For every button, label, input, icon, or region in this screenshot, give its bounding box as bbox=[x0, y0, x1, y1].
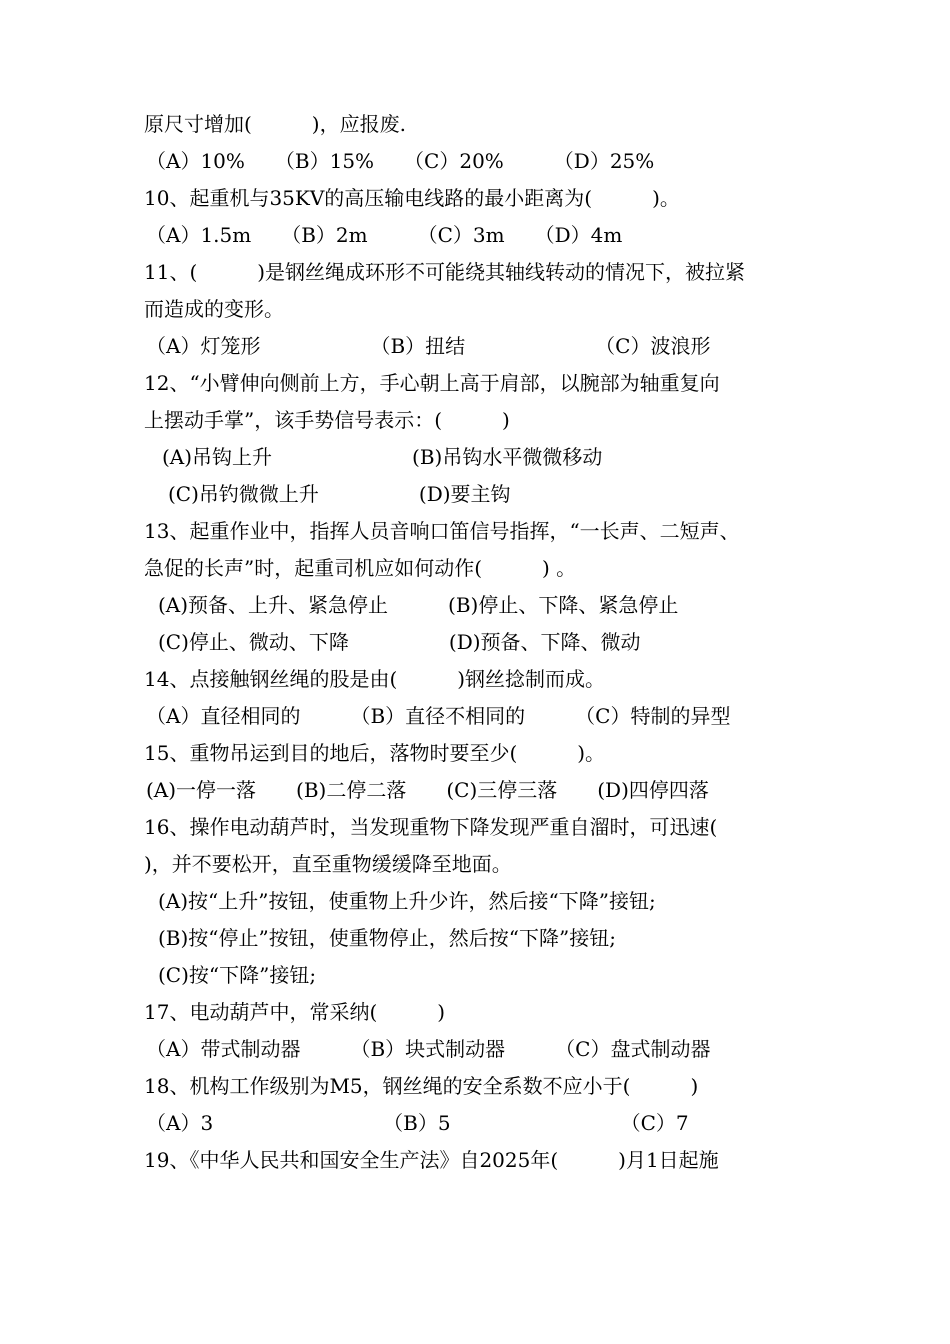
text-line: 急促的长声”时，起重司机应如何动作( ) 。 bbox=[144, 556, 577, 580]
text-line: （A）直径相同的 （B）直径不相同的 （C）特制的异型 bbox=[146, 704, 731, 728]
text-line: （A）3 （B）5 （C）7 bbox=[146, 1111, 689, 1135]
text-line: 11、( )是钢丝绳成环形不可能绕其轴线转动的情况下，被拉紧 bbox=[144, 260, 746, 284]
text-line: (C)停止、微动、下降 (D)预备、下降、微动 bbox=[158, 630, 641, 654]
text-line: 16、操作电动葫芦时，当发现重物下降发现严重自溜时，可迅速( bbox=[144, 815, 718, 839]
text-line: （A）10% （B）15% （C）20% （D）25% bbox=[146, 149, 655, 173]
text-line: 原尺寸增加( )，应报废. bbox=[144, 112, 406, 136]
text-line: 12、“小臂伸向侧前上方，手心朝上高于肩部，以腕部为轴重复向 bbox=[144, 371, 720, 395]
text-line: 18、机构工作级别为M5，钢丝绳的安全系数不应小于( ) bbox=[144, 1074, 699, 1098]
text-line: (B)按“停止”按钮，使重物停止，然后按“下降”接钮; bbox=[158, 926, 616, 950]
text-line: 19、《中华人民共和国安全生产法》自2025年( )月1日起施 bbox=[144, 1148, 719, 1172]
text-line: 上摆动手掌”，该手势信号表示：( ) bbox=[144, 408, 510, 432]
text-line: 17、电动葫芦中，常采纳( ) bbox=[144, 1000, 446, 1024]
text-line: (A)一停一落 (B)二停二落 (C)三停三落 (D)四停四落 bbox=[146, 778, 709, 802]
text-line: )，并不要松开，直至重物缓缓降至地面。 bbox=[144, 852, 512, 876]
text-line: （A）带式制动器 （B）块式制动器 （C）盘式制动器 bbox=[146, 1037, 711, 1061]
text-line: (A)按“上升”按钮，使重物上升少许，然后接“下降”接钮; bbox=[158, 889, 656, 913]
text-line: 13、起重作业中，指挥人员音响口笛信号指挥，“一长声、二短声、 bbox=[144, 519, 740, 543]
text-line: (A)吊钩上升 (B)吊钩水平微微移动 bbox=[162, 445, 603, 469]
text-line: 15、重物吊运到目的地后，落物时要至少( )。 bbox=[144, 741, 606, 765]
text-line: (C)吊钓微微上升 (D)要主钩 bbox=[168, 482, 511, 506]
text-line: 14、点接触钢丝绳的股是由( )钢丝捻制而成。 bbox=[144, 667, 606, 691]
text-line: （A）灯笼形 （B）扭结 （C）波浪形 bbox=[146, 334, 711, 358]
text-line: 10、起重机与35KV的高压输电线路的最小距离为( )。 bbox=[144, 186, 680, 210]
text-line: （A）1.5m （B）2m （C）3m （D）4m bbox=[146, 223, 623, 247]
text-line: (C)按“下降”接钮; bbox=[158, 963, 317, 987]
text-line: 而造成的变形。 bbox=[144, 297, 284, 321]
text-line: (A)预备、上升、紧急停止 (B)停止、下降、紧急停止 bbox=[158, 593, 679, 617]
